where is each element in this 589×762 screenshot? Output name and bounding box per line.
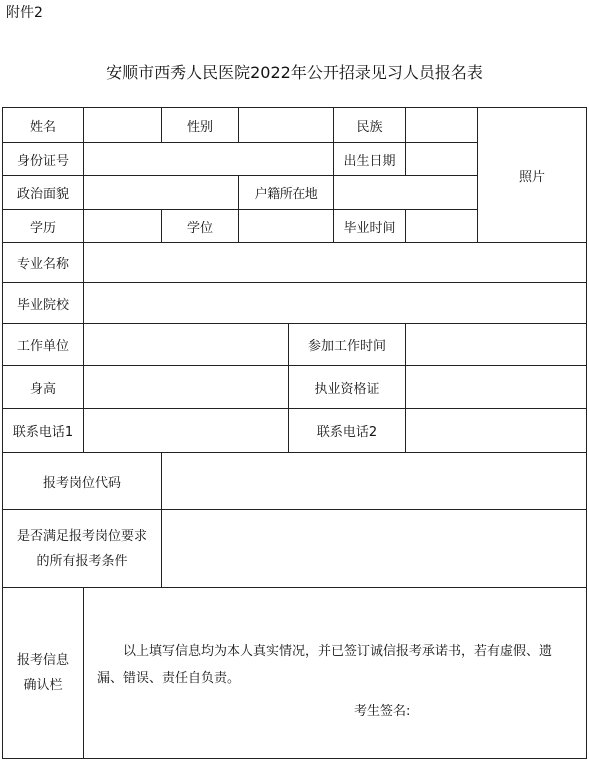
height-field[interactable] [83,365,289,409]
major-label: 专业名称 [2,242,84,283]
work-start-time-label: 参加工作时间 [288,323,406,366]
license-field[interactable] [405,365,587,409]
household-location-field[interactable] [333,175,478,210]
birth-date-field[interactable] [405,142,478,176]
name-label: 姓名 [2,107,84,143]
license-label: 执业资格证 [288,365,406,409]
meets-requirements-line1: 是否满足报考岗位要求 [16,528,147,544]
confirm-label-line2: 确认栏 [23,678,63,693]
position-code-label: 报考岗位代码 [2,452,162,510]
photo-box[interactable]: 照片 [477,107,587,243]
phone1-label: 联系电话1 [2,408,84,453]
degree-field[interactable] [238,209,334,243]
education-label: 学历 [2,209,84,243]
ethnicity-label: 民族 [333,107,406,143]
confirm-statement: 以上填写信息均为本人真实情况，并已签订诚信报考承诺书，若有虚假、遗漏、错误、责任自负责。 [97,644,553,686]
id-number-label: 身份证号 [2,142,84,176]
degree-label: 学位 [161,209,239,243]
meets-requirements-field[interactable] [161,509,587,588]
meets-requirements-line2: 的所有报考条件 [36,553,128,569]
major-field[interactable] [83,242,587,283]
ethnicity-field[interactable] [405,107,478,143]
confirm-label [2,587,84,759]
education-field[interactable] [83,209,162,243]
household-location-label: 户籍所在地 [238,175,334,210]
phone1-field[interactable] [83,408,289,453]
confirm-label-line1: 报考信息 [16,653,69,668]
school-field[interactable] [83,282,587,324]
political-status-label: 政治面貌 [2,175,84,210]
gender-label: 性别 [161,107,239,143]
attachment-label: 附件2 [6,5,43,21]
graduation-time-label: 毕业时间 [333,209,406,243]
form-title: 安顺市西秀人民医院2022年公开招录见习人员报名表 [106,63,483,82]
graduation-time-field[interactable] [405,209,478,243]
confirm-content [83,587,587,759]
birth-date-label: 出生日期 [333,142,406,176]
meets-requirements-label [2,509,162,588]
position-code-field[interactable] [161,452,587,510]
name-field[interactable] [83,107,162,143]
phone2-field[interactable] [405,408,587,453]
school-label: 毕业院校 [2,282,84,324]
gender-field[interactable] [238,107,334,143]
political-status-field[interactable] [83,175,239,210]
id-number-field[interactable] [83,142,334,176]
work-unit-field[interactable] [83,323,289,366]
signature-label: 考生签名: [354,704,411,719]
work-start-time-field[interactable] [405,323,587,366]
work-unit-label: 工作单位 [2,323,84,366]
height-label: 身高 [2,365,84,409]
phone2-label: 联系电话2 [288,408,406,453]
